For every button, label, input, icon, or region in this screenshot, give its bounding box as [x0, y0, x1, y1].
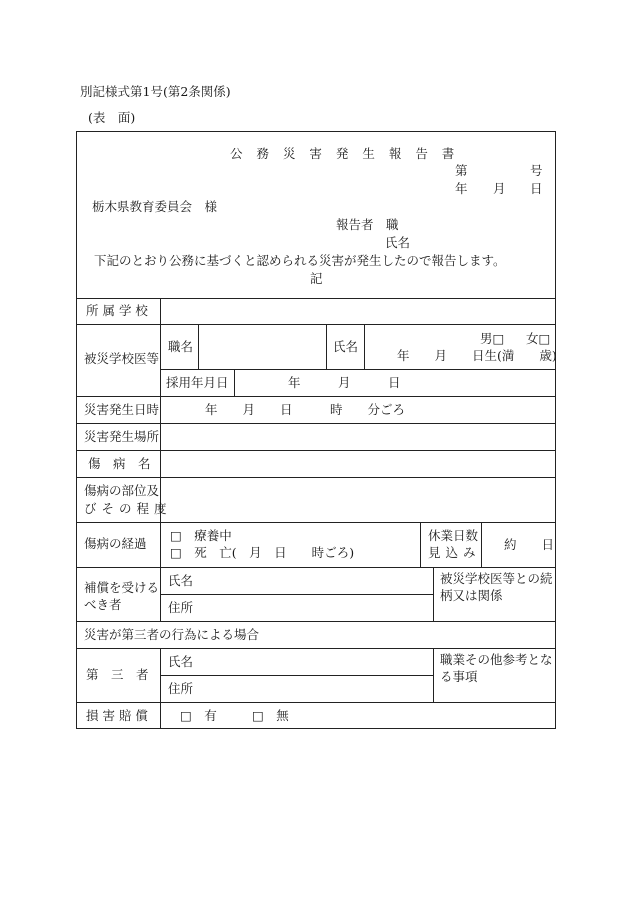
number-prefix: 第 [455, 163, 468, 178]
relation-label-1: 被災学校医等との続 [440, 571, 553, 586]
side-label: (表 面) [88, 110, 136, 125]
rule-10 [160, 594, 433, 595]
rule-11 [76, 621, 556, 622]
reporter-name: 氏名 [385, 235, 411, 250]
reporter-title: 報告者 職 [336, 217, 399, 232]
name-label: 氏名 [333, 339, 359, 354]
rule-8 [76, 522, 556, 523]
occur-time-value: 年 月 日 時 分ごろ [205, 402, 406, 417]
occupation-label-2: る事項 [440, 669, 478, 684]
col-divider-main [160, 298, 161, 621]
progress-option-treatment: □ 療養中 [170, 528, 232, 543]
gender-female: 女□ [526, 331, 551, 346]
rule-13 [160, 675, 433, 676]
school-label: 所 属 学 校 [86, 303, 148, 318]
occupation-label-1: 職業その他参考とな [440, 652, 553, 667]
col-divider-hire [234, 369, 235, 396]
rule-2 [76, 324, 556, 325]
third-address-label: 住所 [168, 681, 194, 696]
col-divider-position [198, 324, 199, 369]
relation-label-2: 柄又は関係 [440, 588, 503, 603]
birth-date: 年 月 日生(満 歳) [397, 348, 557, 363]
hire-date: 年 月 日 [288, 375, 401, 390]
injury-part-label-1: 傷病の部位及 [84, 483, 160, 498]
occur-place-label: 災害発生場所 [84, 429, 160, 444]
rule-3 [160, 369, 556, 370]
rule-14 [76, 702, 556, 703]
col-divider-occupation [433, 648, 434, 702]
ki-mark: 記 [310, 271, 323, 286]
col-divider-rest-left [420, 522, 421, 567]
rest-value: 約 日 [504, 537, 555, 552]
rule-1 [76, 298, 556, 299]
gender-male: 男□ [480, 331, 505, 346]
rule-12 [76, 648, 556, 649]
col-divider-lower [160, 648, 161, 729]
rule-7 [76, 477, 556, 478]
beneficiary-label-1: 補償を受ける [84, 580, 160, 595]
col-divider-name-left [326, 324, 327, 369]
damages-label: 損 害 賠 償 [86, 708, 148, 723]
form-id: 別記様式第1号(第2条関係) [80, 84, 231, 99]
form-title: 公 務 災 害 発 生 報 告 書 [230, 146, 460, 161]
statement: 下記のとおり公務に基づくと認められる災害が発生したので報告します。 [94, 253, 506, 268]
rule-5 [76, 423, 556, 424]
position-label: 職名 [168, 339, 194, 354]
progress-label: 傷病の経過 [84, 536, 147, 551]
damages-yes-option: □ 有 [180, 708, 217, 723]
col-divider-relation [433, 567, 434, 621]
header-year: 年 [455, 181, 468, 196]
rule-4 [76, 396, 556, 397]
beneficiary-name-label: 氏名 [168, 573, 194, 588]
rest-label-1: 休業日数 [428, 528, 479, 543]
third-party-label: 第 三 者 [86, 667, 149, 682]
beneficiary-address-label: 住所 [168, 600, 194, 615]
hire-label: 採用年月日 [166, 375, 229, 390]
rule-9 [76, 567, 556, 568]
occur-time-label: 災害発生日時 [84, 402, 160, 417]
col-divider-name-right [364, 324, 365, 369]
victim-label: 被災学校医等 [84, 351, 160, 366]
damages-no-option: □ 無 [252, 708, 289, 723]
header-day: 日 [530, 181, 543, 196]
rest-label-2: 見込み [428, 545, 481, 560]
rule-6 [76, 450, 556, 451]
addressee: 栃木県教育委員会 様 [92, 199, 218, 214]
number-suffix: 号 [530, 163, 543, 178]
header-month: 月 [493, 181, 506, 196]
col-divider-rest-right [481, 522, 482, 567]
beneficiary-label-2: べき者 [84, 597, 122, 612]
progress-option-death: □ 死 亡( 月 日 時ごろ) [170, 545, 355, 560]
injury-part-label-2: びその程度 [84, 501, 172, 516]
third-party-section: 災害が第三者の行為による場合 [84, 627, 260, 642]
third-name-label: 氏名 [168, 654, 194, 669]
injury-label: 傷 病 名 [88, 456, 151, 471]
